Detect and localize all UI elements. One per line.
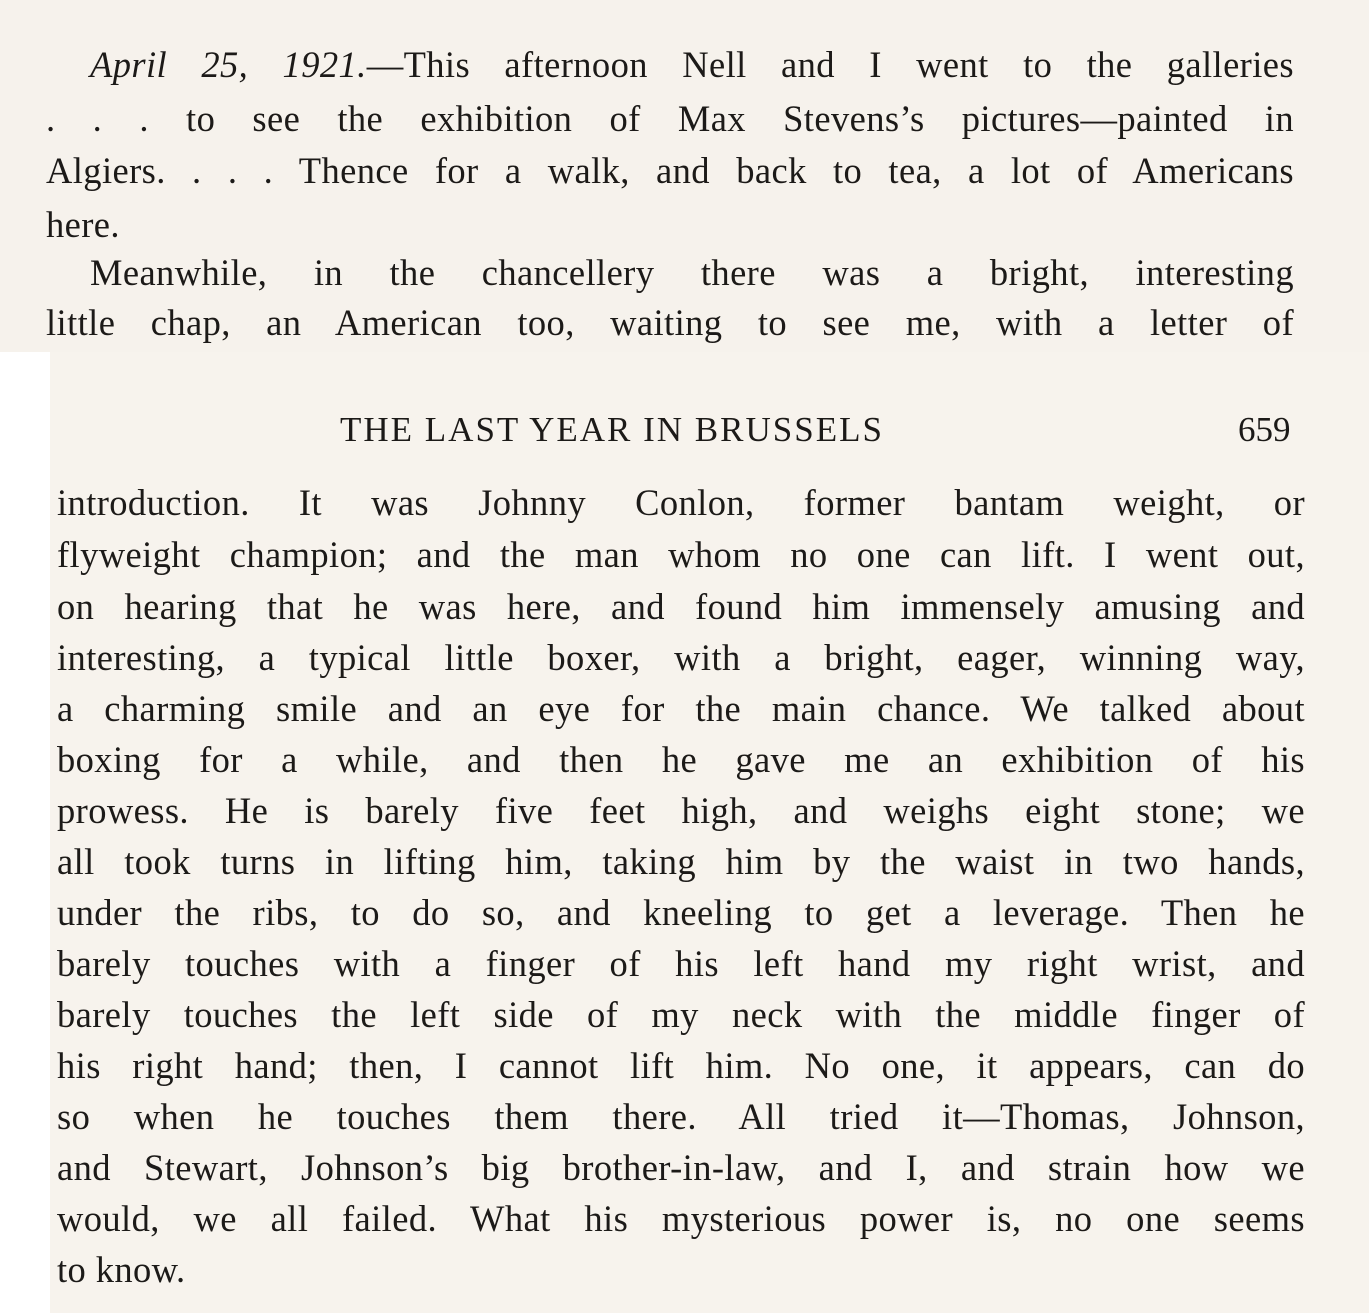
running-title: THE LAST YEAR IN BRUSSELS xyxy=(340,410,884,449)
passage-line: . . . to see the exhibition of Max Stevens’s pictures—painted in xyxy=(46,98,1294,139)
body-line: boxing for a while, and then he gave me an exhibition of his xyxy=(57,739,1305,780)
body-line: so when he touches them there. All tried it—Thomas, Johnson, xyxy=(57,1096,1305,1137)
body-line: flyweight champion; and the man whom no one can lift. I went out, xyxy=(57,534,1305,575)
body-line: and Stewart, Johnson’s big brother-in-law, and I, and strain how we xyxy=(57,1147,1305,1188)
body-line: interesting, a typical little boxer, with a bright, eager, winning way, xyxy=(57,637,1305,678)
body-line: his right hand; then, I cannot lift him. No one, it appears, can do xyxy=(57,1045,1305,1086)
body-line: to know. xyxy=(57,1249,186,1290)
page-number: 659 xyxy=(1238,410,1291,449)
diary-date: April 25, 1921. xyxy=(90,44,367,85)
body-line: introduction. It was Johnny Conlon, former bantam weight, or xyxy=(57,482,1305,523)
body-line: prowess. He is barely five feet high, and weighs eight stone; we xyxy=(57,790,1305,831)
passage-line: Algiers. . . . Thence for a walk, and back to tea, a lot of Americans xyxy=(46,150,1294,191)
body-line: barely touches with a finger of his left hand my right wrist, and xyxy=(57,943,1305,984)
body-line: all took turns in lifting him, taking him by the waist in two hands, xyxy=(57,841,1305,882)
passage-line: Meanwhile, in the chancellery there was a bright, interesting xyxy=(90,252,1294,293)
passage-line: April 25, 1921.—This afternoon Nell and I went to the galleries xyxy=(90,44,1294,85)
passage-line: little chap, an American too, waiting to see me, with a letter of xyxy=(46,302,1294,343)
body-line: on hearing that he was here, and found him immensely amusing and xyxy=(57,586,1305,627)
body-line: under the ribs, to do so, and kneeling to get a leverage. Then he xyxy=(57,892,1305,933)
body-line: a charming smile and an eye for the main chance. We talked about xyxy=(57,688,1305,729)
passage-line: here. xyxy=(46,204,120,245)
body-line: would, we all failed. What his mysterious power is, no one seems xyxy=(57,1198,1305,1239)
body-line: barely touches the left side of my neck with the middle finger of xyxy=(57,994,1305,1035)
